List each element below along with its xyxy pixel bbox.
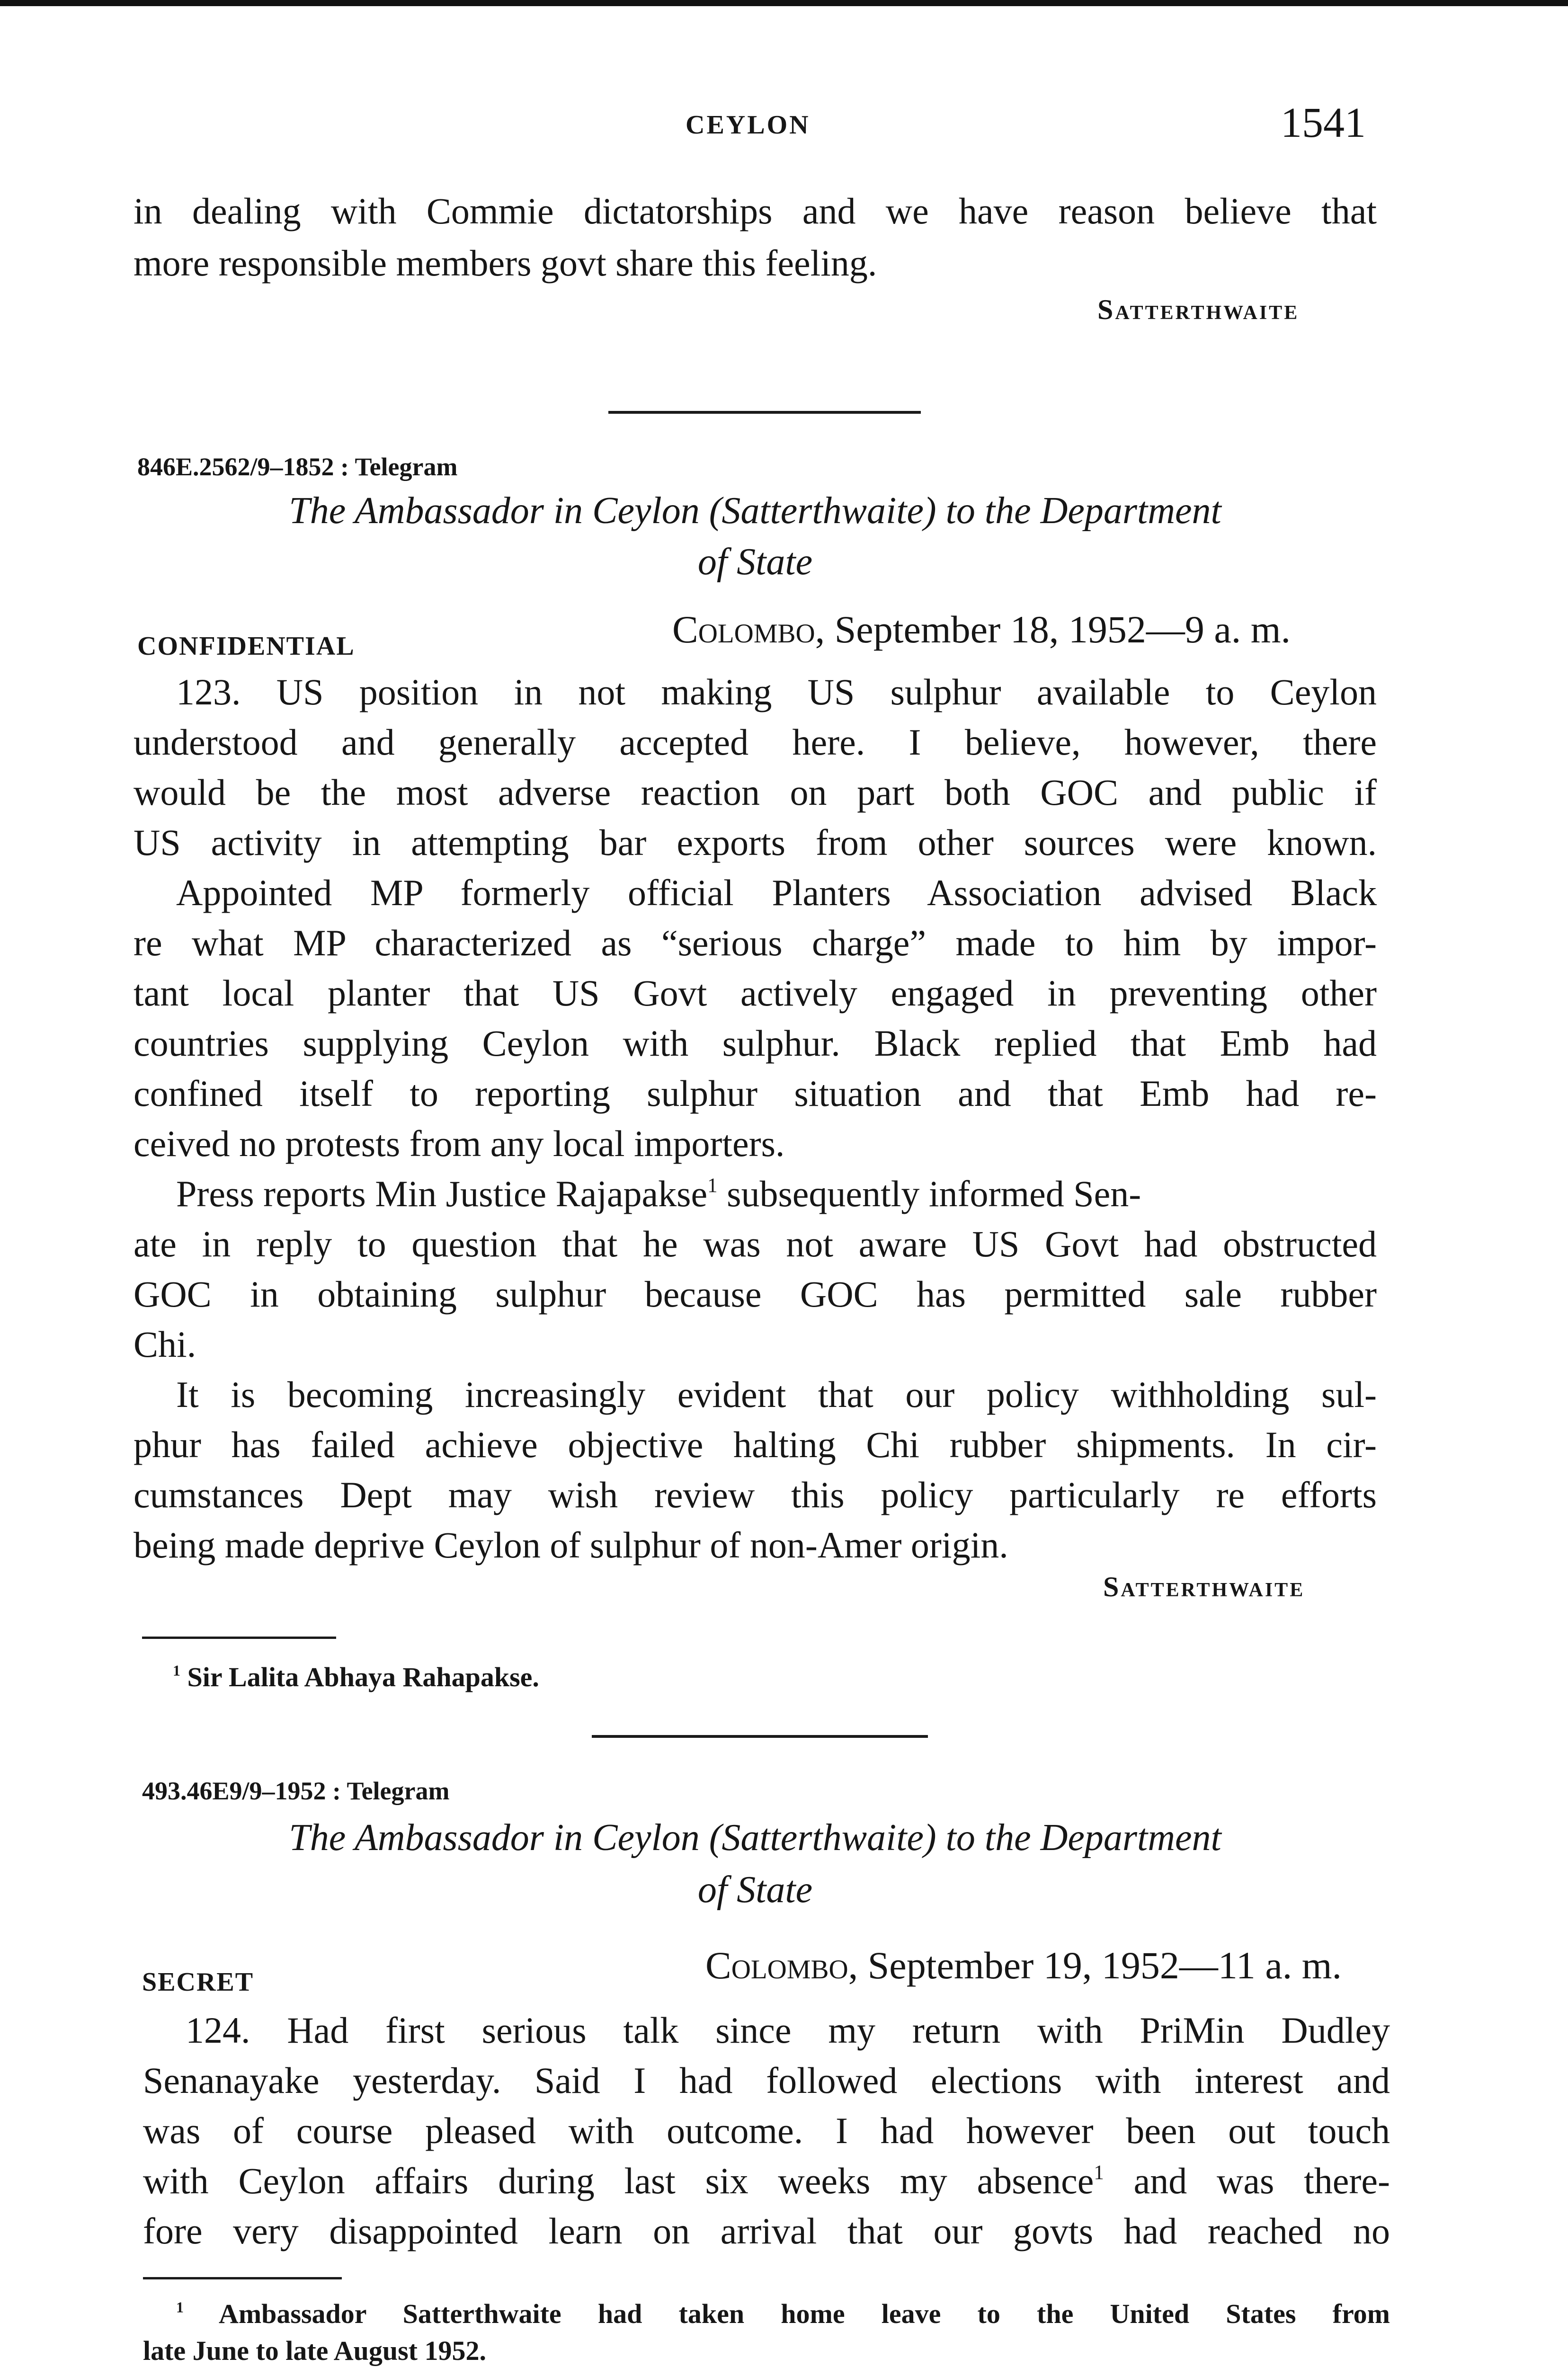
footnote-marker: 1: [173, 1662, 180, 1679]
paragraph-line: US activity in attempting bar exports from other sources were known.: [134, 822, 1377, 863]
footnote-reference: 1: [707, 1174, 718, 1197]
footnote-text: Ambassador Satterthwaite had taken home leave to the United States from: [218, 2298, 1390, 2329]
document-file-id: 846E.2562/9–1852 : Telegram: [137, 453, 458, 481]
paragraph-line: cumstances Dept may wish review this policy particularly re efforts: [134, 1474, 1377, 1515]
paragraph-line: Appointed MP formerly official Planters Association advised Black: [176, 872, 1377, 913]
classification-label: SECRET: [142, 1967, 254, 1997]
section-divider: [592, 1735, 928, 1738]
paragraph-text: and was there-: [1133, 2160, 1390, 2201]
paragraph-line: fore very disappointed learn on arrival that our govts had reached no: [143, 2210, 1390, 2251]
paragraph-line: [143, 2156, 1390, 2206]
classification-label: CONFIDENTIAL: [137, 632, 355, 661]
paragraph-line: confined itself to reporting sulphur situation and that Emb had re-: [134, 1073, 1377, 1114]
paragraph-line: understood and generally accepted here. I believe, however, there: [134, 721, 1377, 763]
footnote-rule: [142, 1637, 336, 1639]
document-title-line-1: The Ambassador in Ceylon (Satterthwaite) to the Department: [289, 1817, 1221, 1859]
signature-satterthwaite: Satterthwaite: [1103, 1571, 1305, 1602]
document-title-line-2: of State: [697, 1869, 813, 1911]
paragraph-line: It is becoming increasingly evident that our policy withholding sul-: [176, 1374, 1377, 1415]
paragraph-line: 123. US position in not making US sulphur available to Ceylon: [176, 671, 1377, 712]
document-file-id: 493.46E9/9–1952 : Telegram: [142, 1777, 450, 1805]
section-divider: [608, 411, 921, 414]
dateline: [705, 1943, 1342, 1988]
footnote-reference: 1: [1094, 2161, 1104, 2184]
running-title: CEYLON: [686, 110, 811, 140]
paragraph-line: would be the most adverse reaction on part both GOC and public if: [134, 772, 1377, 813]
paragraph-line: ate in reply to question that he was not aware US Govt had obstructed: [134, 1223, 1377, 1264]
paragraph-line: Chi.: [134, 1324, 196, 1365]
paragraph-line: was of course pleased with outcome. I had however been out touch: [143, 2110, 1390, 2151]
paragraph-line: Senanayake yesterday. Said I had followed elections with interest and: [143, 2060, 1390, 2101]
dateline: [672, 607, 1291, 652]
document-title-line-2: of State: [697, 541, 813, 583]
paragraph-line: being made deprive Ceylon of sulphur of non-Amer origin.: [134, 1524, 1008, 1566]
paragraph-line: [176, 1169, 1377, 1219]
footnote-text: Sir Lalita Abhaya Rahapakse.: [187, 1662, 539, 1692]
document-title-line-1: The Ambassador in Ceylon (Satterthwaite) to the Department: [289, 490, 1221, 532]
dateline-city: Colombo,: [672, 608, 825, 651]
paragraph-line: tant local planter that US Govt actively engaged in preventing other: [134, 972, 1377, 1014]
paragraph-line: GOC in obtaining sulphur because GOC has permitted sale rubber: [134, 1273, 1377, 1315]
footnote-rule: [143, 2277, 342, 2279]
paragraph-line: re what MP characterized as “serious charge” made to him by impor-: [134, 922, 1377, 963]
paragraph-line: phur has failed achieve objective halting Chi rubber shipments. In cir-: [134, 1424, 1377, 1465]
signature-satterthwaite: Satterthwaite: [1097, 294, 1300, 325]
footnote-marker: 1: [176, 2299, 184, 2316]
paragraph-text: with Ceylon affairs during last six weeks my absence: [143, 2160, 1094, 2201]
dateline-date: September 18, 1952—9 a. m.: [825, 608, 1291, 651]
continuation-line-2: more responsible members govt share this feeling.: [134, 242, 877, 284]
footnote: [173, 1659, 539, 1695]
dateline-date: September 19, 1952—11 a. m.: [858, 1944, 1342, 1987]
paragraph-line: 124. Had first serious talk since my return with PriMin Dudley: [186, 2010, 1390, 2051]
paragraph-text: Press reports Min Justice Rajapakse: [176, 1173, 708, 1214]
page-number: 1541: [1281, 99, 1366, 146]
paragraph-line: countries supplying Ceylon with sulphur. Black replied that Emb had: [134, 1023, 1377, 1064]
continuation-line-1: in dealing with Commie dictatorships and we have reason believe that: [134, 190, 1377, 231]
paragraph-line: ceived no protests from any local importers.: [134, 1123, 785, 1164]
footnote-continuation: late June to late August 1952.: [143, 2335, 486, 2366]
scan-top-edge: [0, 0, 1568, 6]
dateline-city: Colombo,: [705, 1944, 858, 1987]
footnote: [143, 2296, 1390, 2332]
paragraph-text: subsequently informed Sen-: [727, 1173, 1141, 1214]
